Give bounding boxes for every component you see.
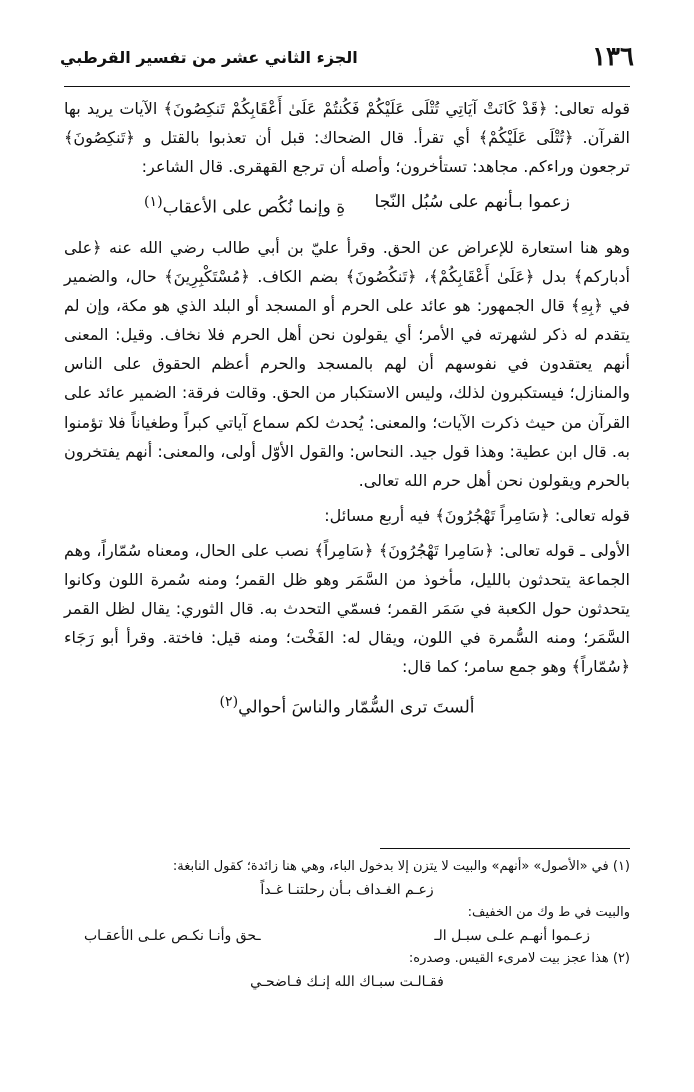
page-number: ١٣٦ [592, 42, 634, 72]
footnote-rule [380, 848, 630, 849]
running-title: الجزء الثاني عشر من تفسير القرطبي [60, 47, 358, 67]
poetry-verse-2: ألستَ ترى السُّمّار والناسَ أحوالي$^{(٢)}$ [219, 694, 475, 718]
footnote-1: (١) في «الأصول» «أنهم» والبيت لا يتزن إلا بدخول الباء، وهي هنا زائدة؛ كقول النابغة: [172, 859, 630, 874]
footnote-1-verse-2: زعـموا أنهـم علـى سبـل الـ ـحق وأنـا نكـص علـى الأعقـاب [84, 928, 590, 944]
footnotes [64, 856, 630, 994]
footnote-1-note: والبيت في ط وك من الخفيف: [467, 904, 630, 920]
paragraph-4: الأولى ـ قوله تعالى: ﴿سَامِرا تَهْجُرُونَ﴾ ﴿سَامِراً﴾ نصب على الحال، ومعناه سُمّاراً، وهم الجماعة يتحدثون بالليل، مأخوذ من السَّمَر وهو ظل القمر؛ ومنه سُمرة اللون وكانوا يتحدثون حول الكعبة في سَمَر القمر؛ فسمّي التحدث به. قال الثوري: يقال لظل القمر السَّمَر؛ ومنه السُّمرة في اللون، ويقال له: الفَخْت؛ ومنه قيل: فاختة. وقرأ أبو رَجَاء ﴿سُمّاراً﴾ وهو جمع سامر؛ كما قال: [64, 540, 630, 677]
footnote-marker-1: (١) [144, 194, 163, 211]
paragraph-2: وهو هنا استعارة للإعراض عن الحق. وقرأ عليّ بن أبي طالب رضي الله عنه ﴿على أدباركم﴾ بدل ﴿عَلَىٰ أَعْقَابِكُمْ﴾، ﴿تَنكُصُونَ﴾ بضم الكاف. ﴿مُسْتَكْبِرِينَ﴾ حال، والضمير في ﴿بِهِ﴾ قال الجمهور: هو عائد على الحرم أو المسجد أو البلد الذي هو مكة، وإن لم يتقدم له ذكر لشهرته في الأمر؛ أي يقولون نحن أهل الحرم فلا نخاف. وقيل: المعنى أنهم يعتقدون في نفوسهم أن لهم بالمسجد والحرم أعظم الحقوق على الناس والمنازل؛ فيستكبرون لذلك، وليس الاستكبار من الحق. وقالت فرقة: الضمير عائد على القرآن من حيث ذكرت الآيات؛ والمعنى: يُحدث لكم سماع آياتي كبراً وطغياناً فلا تؤمنوا به. قال ابن عطية: وهذا قول جيد. النحاس: والقول الأوّل أولى، والمعنى: أنهم يفتخرون بالحرم ويقولون نحن أهل حرم الله تعالى. [64, 237, 631, 490]
footnote-2: (٢) هذا عجز بيت لامرىء القيس. وصدره: [408, 951, 630, 966]
paragraph-1: قوله تعالى: ﴿قَدْ كَانَتْ آيَاتِي تُتْلَى عَلَيْكُمْ فَكُنتُمْ عَلَىٰ أَعْقَابِكُمْ تَنكِصُونَ﴾ الآيات يريد بها القرآن. ﴿تُتْلَى عَلَيْكُمْ﴾ أي تقرأ. قال الضحاك: قبل أن تعذبوا بالقتل و ﴿تَنكِصُونَ﴾ ترجعون وراءكم. مجاهد: تستأخرون؛ وأصله أن ترجع القهقرى. قال الشاعر: [64, 99, 630, 177]
verse-1-first-hemistich: زعموا بـأنهم على سُبُل النّجا [374, 192, 570, 213]
main-text [64, 94, 630, 723]
header-rule [64, 86, 630, 87]
footnote-2-verse: فقـالـت سبـاك الله إنـك فـاضحـي [250, 973, 444, 990]
page-header [60, 28, 634, 86]
footnote-marker-2: (٢) [219, 694, 239, 711]
verse-1-second-hemistich: ةِ وإنما نُكُص على الأعقاب$^{(١)}$ [144, 194, 346, 218]
poetry-verse-1 [64, 187, 630, 223]
paragraph-3: قوله تعالى: ﴿سَامِراً تَهْجُرُونَ﴾ فيه أربع مسائل: [324, 505, 630, 525]
footnote-1-verse: زعـم الغـداف بـأن رحلتنـا غـداً [260, 881, 434, 898]
